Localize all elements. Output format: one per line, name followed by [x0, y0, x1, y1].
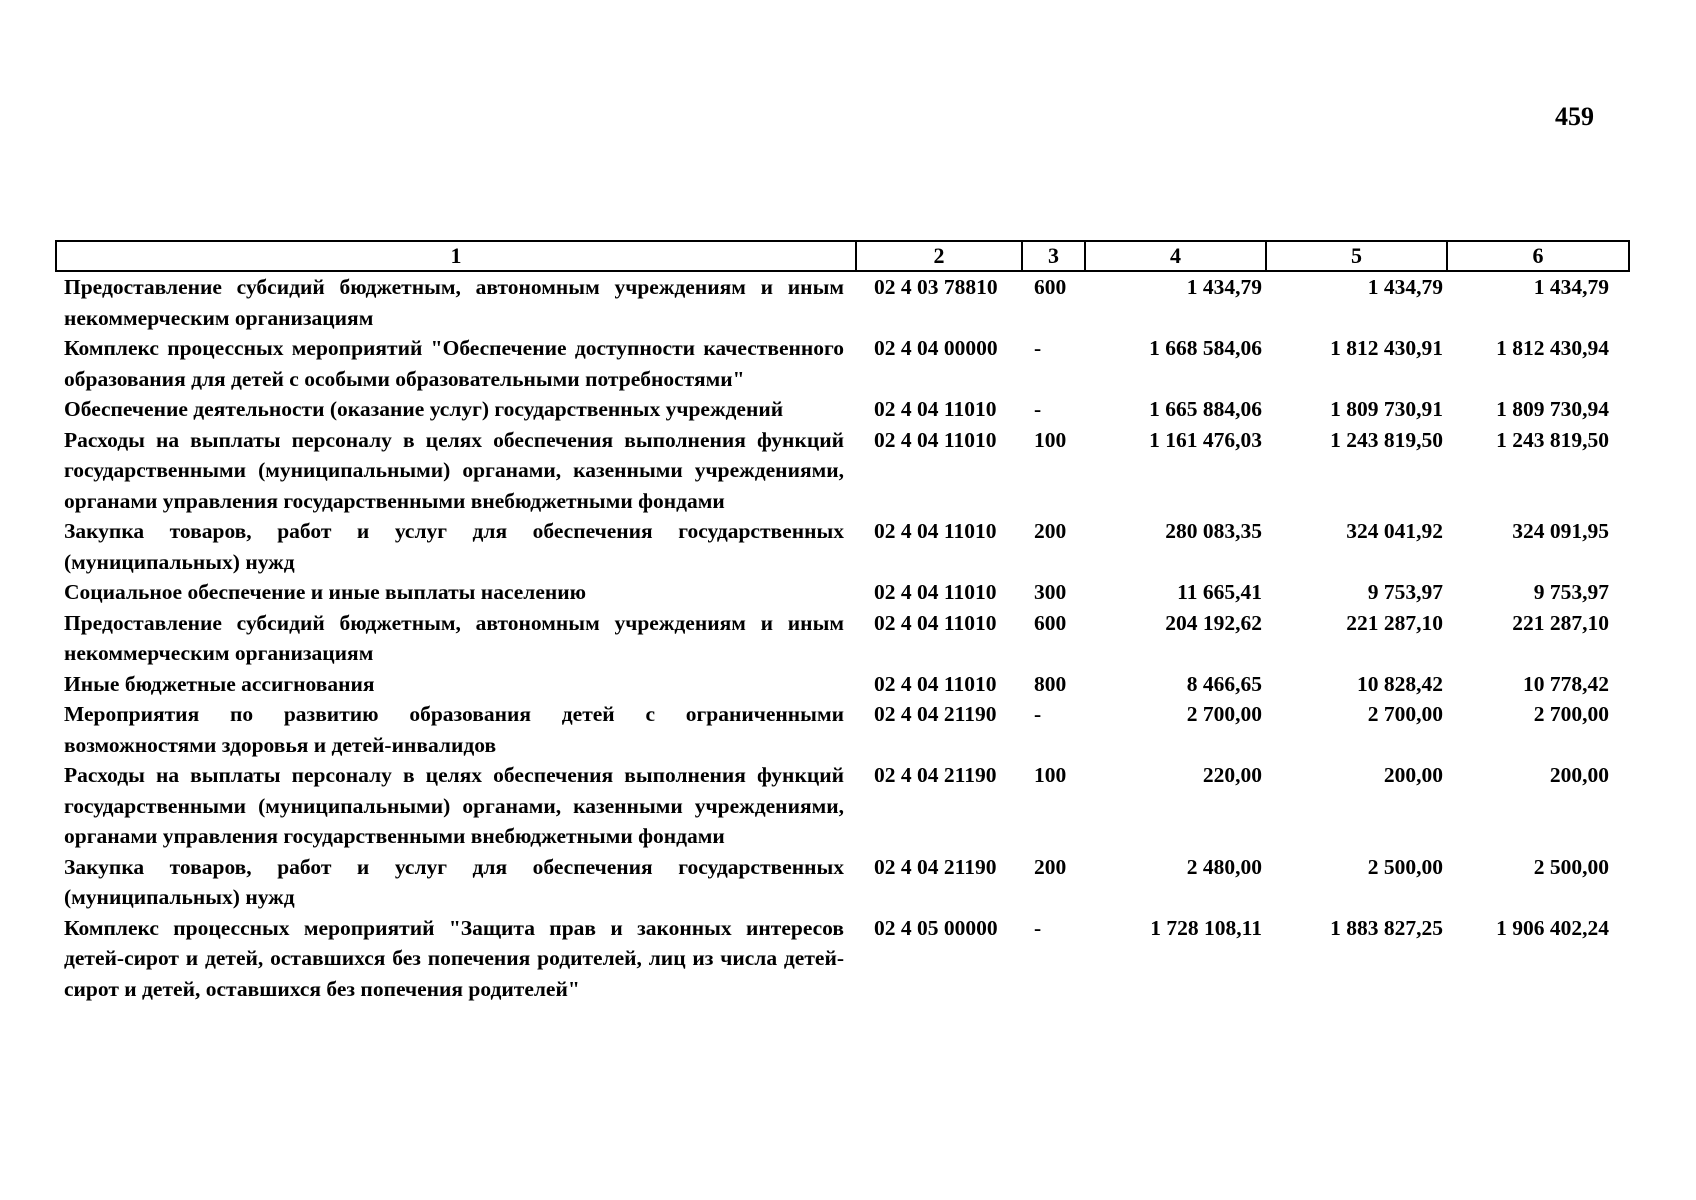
- amount-year-2: 221 287,10: [1346, 610, 1443, 635]
- header-row: [56, 241, 1629, 271]
- expense-name: Закупка товаров, работ и услуг для обеспечения государственных (муниципальных) нужд: [64, 854, 844, 909]
- amount-year-2: 2 700,00: [1367, 702, 1443, 726]
- expense-type-code: 100: [1034, 427, 1067, 452]
- column-header-5: 5: [1266, 241, 1447, 271]
- amount-year-3: 200,00: [1549, 763, 1609, 787]
- expense-type-code: -: [1034, 336, 1042, 360]
- amount-year-2: 200,00: [1383, 763, 1443, 787]
- table-row: [56, 760, 1629, 852]
- amount-year-3: 1 243 819,50: [1496, 427, 1609, 452]
- expense-name: Иные бюджетные ассигнования: [64, 671, 375, 696]
- target-article-code: 02 4 04 11010: [874, 610, 997, 635]
- target-article-code: 02 4 04 11010: [874, 397, 997, 421]
- table-header: [56, 241, 1629, 271]
- amount-year-1: 8 466,65: [1186, 671, 1262, 696]
- target-article-code: 02 4 04 00000: [874, 336, 998, 360]
- expense-name: Предоставление субсидий бюджетным, автономным учреждениям и иным некоммерческим организациям: [64, 275, 844, 330]
- column-header-3: 3: [1022, 241, 1085, 271]
- target-article-code: 02 4 04 11010: [874, 427, 997, 452]
- amount-year-1: 1 665 884,06: [1149, 397, 1262, 421]
- amount-year-2: 1 883 827,25: [1330, 915, 1443, 940]
- page-number: 459: [1555, 102, 1594, 131]
- table-row: [56, 425, 1629, 517]
- amount-year-3: 221 287,10: [1512, 610, 1609, 635]
- table-row: [56, 669, 1629, 700]
- amount-year-3: 1 812 430,94: [1496, 336, 1609, 360]
- amount-year-2: 1 809 730,91: [1330, 397, 1443, 421]
- target-article-code: 02 4 05 00000: [874, 915, 998, 940]
- amount-year-1: 1 434,79: [1186, 275, 1262, 299]
- expense-type-code: 300: [1034, 580, 1067, 604]
- column-header-1: 1: [56, 241, 856, 271]
- target-article-code: 02 4 04 21190: [874, 763, 997, 787]
- expense-type-code: -: [1034, 702, 1042, 726]
- expense-name: Обеспечение деятельности (оказание услуг) государственных учреждений: [64, 397, 784, 421]
- amount-year-2: 1 434,79: [1367, 275, 1443, 299]
- amount-year-3: 2 700,00: [1533, 702, 1609, 726]
- expense-type-code: 100: [1034, 763, 1067, 787]
- expense-name: Предоставление субсидий бюджетным, автономным учреждениям и иным некоммерческим организациям: [64, 610, 844, 665]
- budget-table: [55, 240, 1630, 1004]
- amount-year-2: 10 828,42: [1357, 671, 1443, 696]
- amount-year-2: 324 041,92: [1346, 519, 1443, 543]
- expense-type-code: 200: [1034, 854, 1067, 879]
- amount-year-1: 2 480,00: [1186, 854, 1262, 879]
- table-row: [56, 608, 1629, 669]
- expense-type-code: 800: [1034, 671, 1067, 696]
- target-article-code: 02 4 04 21190: [874, 702, 997, 726]
- table-row: [56, 577, 1629, 608]
- amount-year-3: 324 091,95: [1512, 519, 1609, 543]
- target-article-code: 02 4 04 11010: [874, 671, 997, 696]
- amount-year-1: 1 161 476,03: [1149, 427, 1262, 452]
- expense-type-code: 600: [1034, 610, 1067, 635]
- target-article-code: 02 4 04 11010: [874, 580, 997, 604]
- target-article-code: 02 4 03 78810: [874, 275, 998, 299]
- amount-year-3: 1 809 730,94: [1496, 397, 1609, 421]
- target-article-code: 02 4 04 21190: [874, 854, 997, 879]
- expense-type-code: -: [1034, 397, 1042, 421]
- amount-year-2: 1 243 819,50: [1330, 427, 1443, 452]
- table-row: [56, 913, 1629, 1005]
- expense-name: Закупка товаров, работ и услуг для обеспечения государственных (муниципальных) нужд: [64, 519, 844, 574]
- expense-name: Мероприятия по развитию образования детей с ограниченными возможностями здоровья и детей-инвалидов: [64, 702, 844, 757]
- amount-year-1: 280 083,35: [1165, 519, 1262, 543]
- amount-year-1: 1 728 108,11: [1150, 915, 1262, 940]
- table-row: [56, 271, 1629, 333]
- amount-year-1: 204 192,62: [1165, 610, 1262, 635]
- expense-type-code: -: [1034, 915, 1042, 940]
- amount-year-2: 9 753,97: [1367, 580, 1443, 604]
- column-header-6: 6: [1447, 241, 1629, 271]
- amount-year-1: 2 700,00: [1186, 702, 1262, 726]
- amount-year-2: 1 812 430,91: [1330, 336, 1443, 360]
- amount-year-3: 1 434,79: [1533, 275, 1609, 299]
- table-row: [56, 516, 1629, 577]
- amount-year-3: 9 753,97: [1533, 580, 1609, 604]
- table-body: [56, 271, 1629, 1004]
- amount-year-3: 10 778,42: [1523, 671, 1609, 696]
- table-row: [56, 852, 1629, 913]
- column-header-4: 4: [1085, 241, 1266, 271]
- table-row: [56, 699, 1629, 760]
- expense-type-code: 200: [1034, 519, 1067, 543]
- amount-year-2: 2 500,00: [1367, 854, 1443, 879]
- expense-name: Расходы на выплаты персоналу в целях обеспечения выполнения функций государственными (муниципальными) органами, казенными учреждениями, органами управления государственными внебюджетными фондами: [64, 427, 844, 513]
- amount-year-3: 1 906 402,24: [1496, 915, 1609, 940]
- target-article-code: 02 4 04 11010: [874, 519, 997, 543]
- amount-year-1: 1 668 584,06: [1149, 336, 1262, 360]
- amount-year-1: 220,00: [1202, 763, 1262, 787]
- expense-name: Комплекс процессных мероприятий "Обеспечение доступности качественного образования для детей с особыми образовательными потребностями": [64, 336, 844, 391]
- expense-name: Социальное обеспечение и иные выплаты населению: [64, 580, 587, 604]
- amount-year-3: 2 500,00: [1533, 854, 1609, 879]
- expense-name: Комплекс процессных мероприятий "Защита прав и законных интересов детей-сирот и детей, оставшихся без попечения родителей, лиц из числа детей-сирот и детей, оставшихся без попечения родителей": [64, 915, 844, 1001]
- expense-type-code: 600: [1034, 275, 1067, 299]
- column-header-2: 2: [856, 241, 1022, 271]
- table-row: [56, 394, 1629, 425]
- amount-year-1: 11 665,41: [1177, 580, 1262, 604]
- expense-name: Расходы на выплаты персоналу в целях обеспечения выполнения функций государственными (муниципальными) органами, казенными учреждениями, органами управления государственными внебюджетными фондами: [64, 763, 844, 848]
- table-row: [56, 333, 1629, 394]
